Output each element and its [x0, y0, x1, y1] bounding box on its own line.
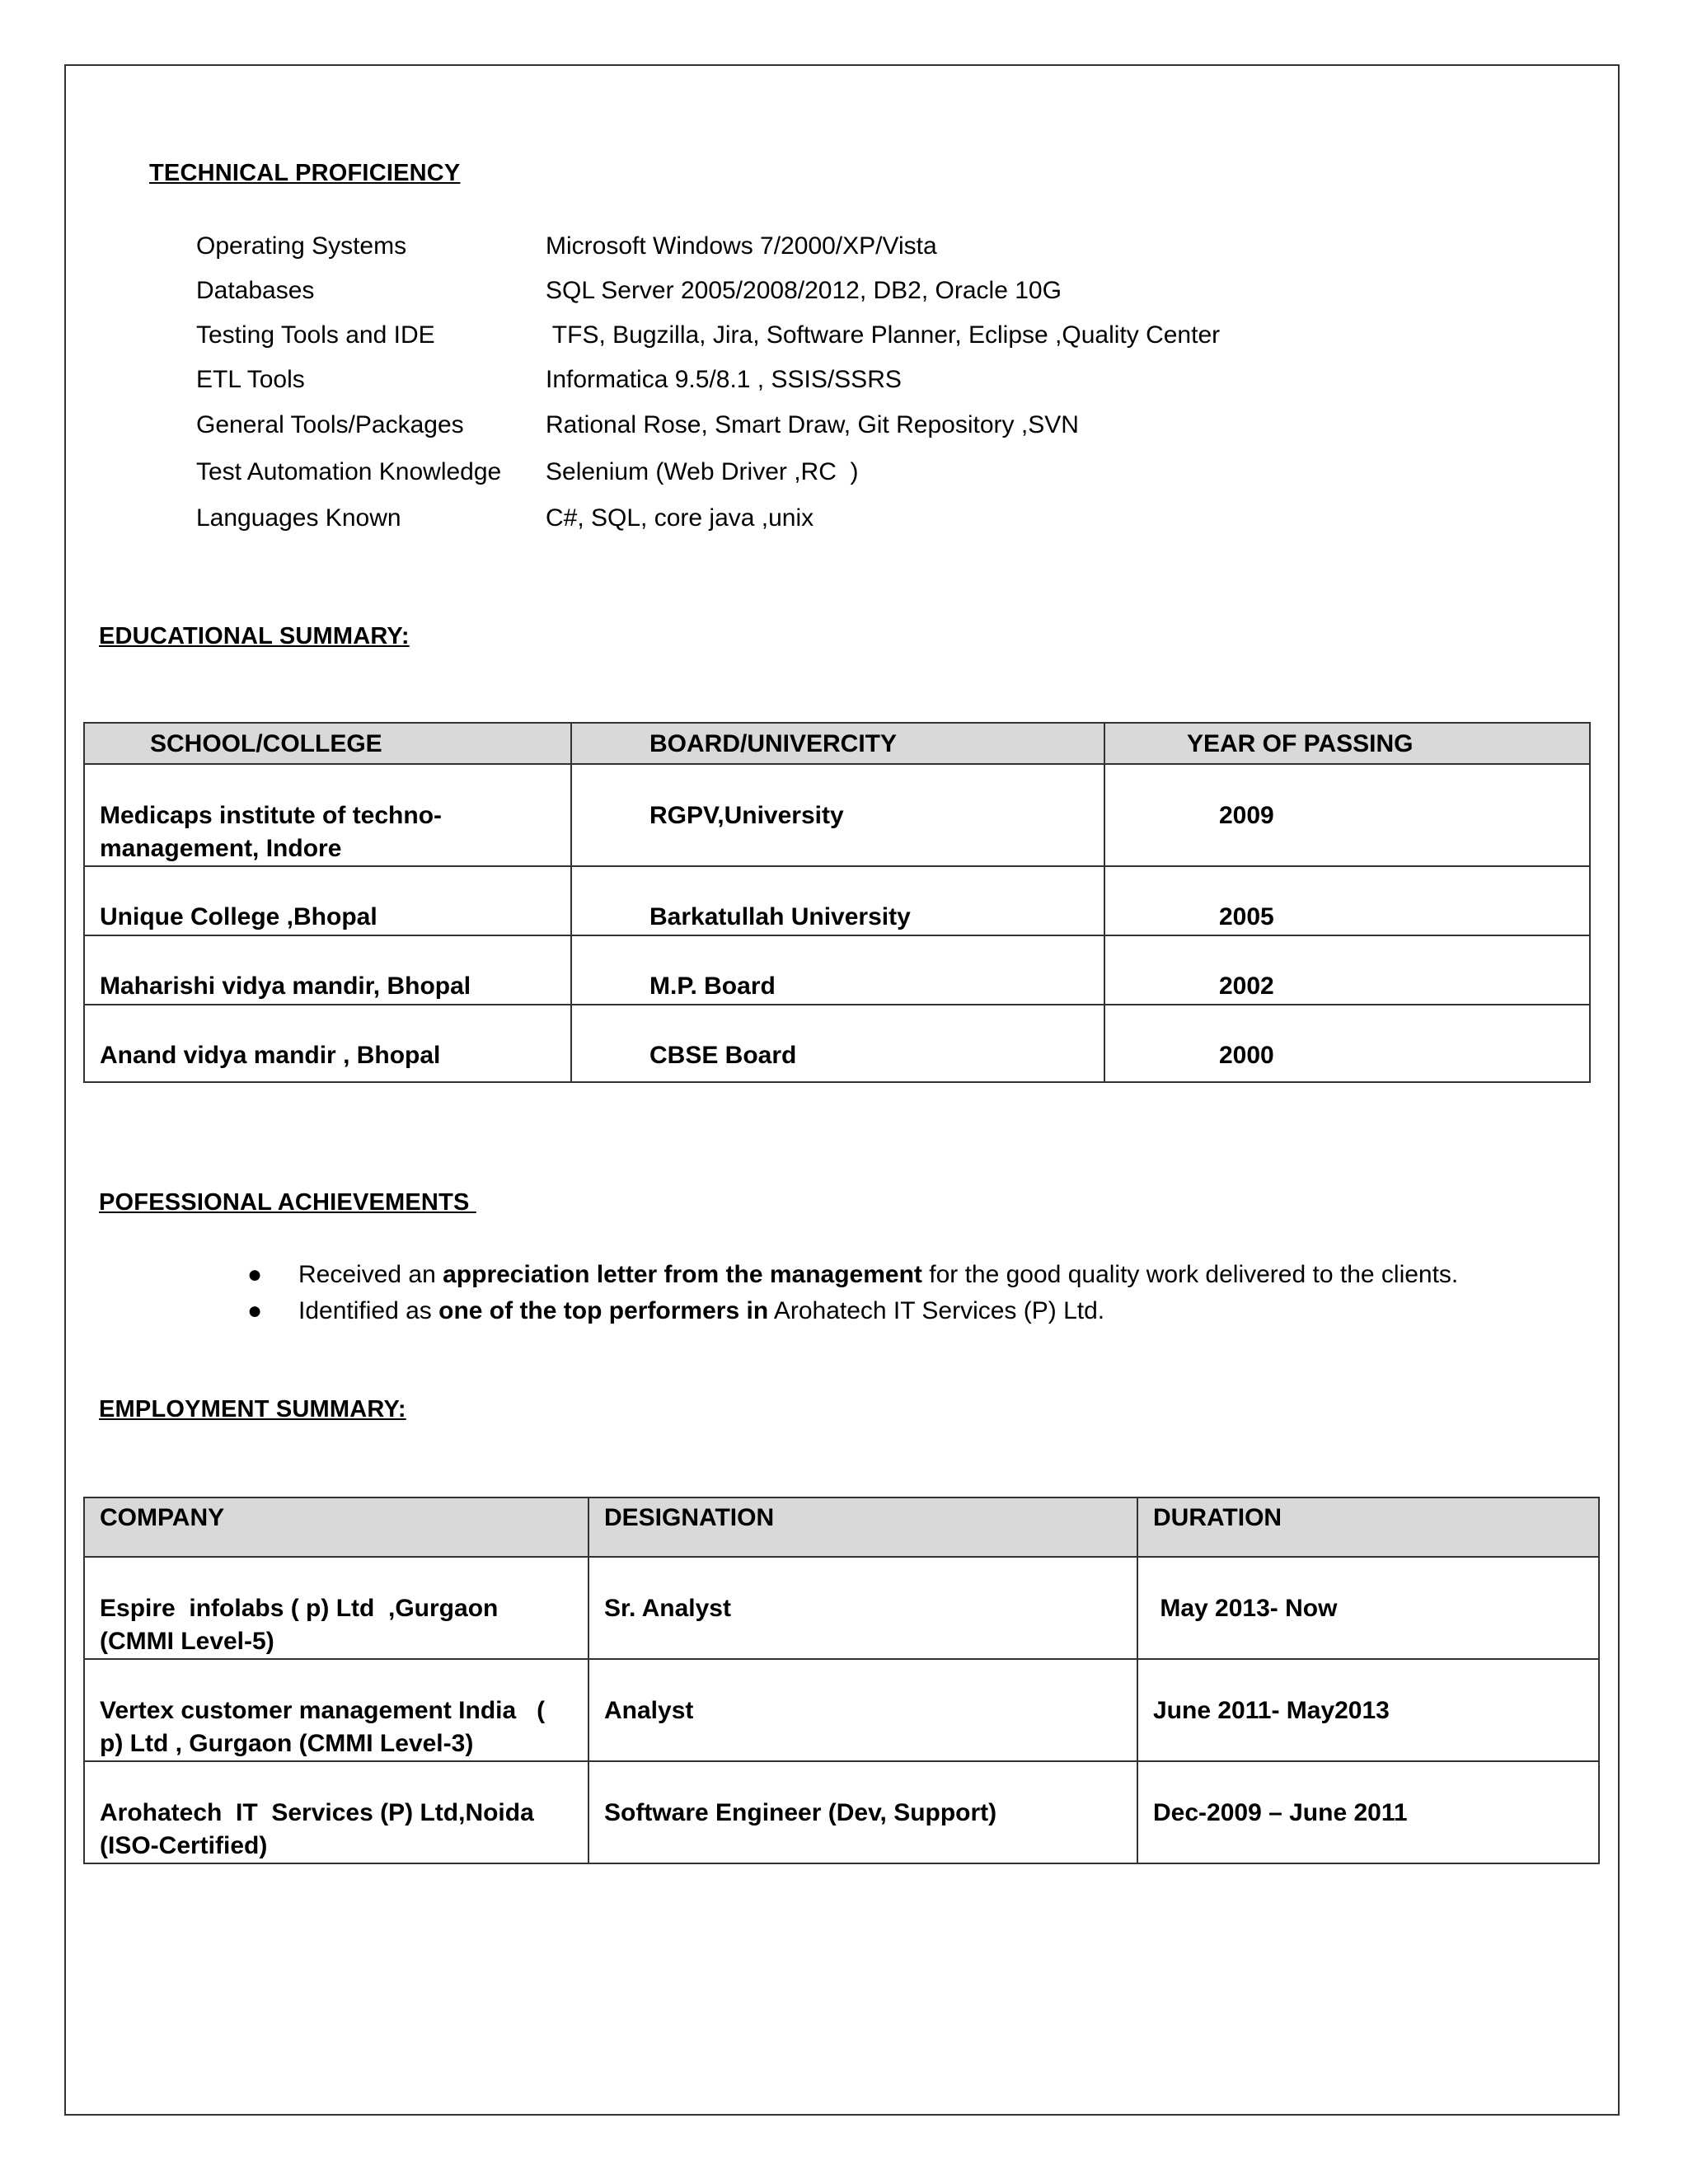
achievement-text: Arohatech IT Services (P) Ltd.	[768, 1297, 1105, 1324]
table-row	[84, 1761, 1599, 1863]
employment-designation-cell: Sr. Analyst	[588, 1557, 1137, 1659]
employment-col-company: COMPANY	[84, 1497, 588, 1557]
tech-value-general-tools: Rational Rose, Smart Draw, Git Repository ,SVN	[546, 411, 1079, 438]
employment-company-cell: Vertex customer management India ( p) Ltd , Gurgaon (CMMI Level-3)	[84, 1659, 588, 1761]
education-col-board: BOARD/UNIVERCITY	[571, 723, 1104, 764]
education-board-cell: RGPV,University	[571, 764, 1104, 866]
education-school-cell: Unique College ,Bhopal	[84, 866, 571, 935]
education-year-cell: 2005	[1104, 866, 1590, 935]
education-board-cell: Barkatullah University	[571, 866, 1104, 935]
employment-company-cell: Arohatech IT Services (P) Ltd,Noida (ISO-Certified)	[84, 1761, 588, 1863]
achievements-heading: POFESSIONAL ACHIEVEMENTS	[99, 1189, 476, 1216]
employment-designation-cell: Analyst	[588, 1659, 1137, 1761]
education-school-cell: Maharishi vidya mandir, Bhopal	[84, 935, 571, 1005]
tech-value-etl-tools: Informatica 9.5/8.1 , SSIS/SSRS	[546, 366, 902, 393]
achievement-highlight: one of the top performers in	[438, 1297, 769, 1324]
employment-header-row	[84, 1497, 1599, 1557]
table-row	[84, 1659, 1599, 1761]
education-year-cell: 2009	[1104, 764, 1590, 866]
education-board-cell: M.P. Board	[571, 935, 1104, 1005]
employment-summary-heading: EMPLOYMENT SUMMARY:	[99, 1396, 406, 1422]
employment-duration-cell: May 2013- Now	[1137, 1557, 1599, 1659]
education-year-cell: 2002	[1104, 935, 1590, 1005]
tech-label-general-tools: General Tools/Packages	[196, 411, 464, 438]
table-row	[84, 935, 1590, 1005]
table-row	[84, 1005, 1590, 1082]
employment-table	[83, 1497, 1600, 1864]
tech-value-languages: C#, SQL, core java ,unix	[546, 504, 814, 532]
tech-label-languages: Languages Known	[196, 504, 401, 532]
education-col-school: SCHOOL/COLLEGE	[84, 723, 571, 764]
education-school-cell: Anand vidya mandir , Bhopal	[84, 1005, 571, 1082]
achievement-highlight: appreciation letter from the management	[443, 1261, 922, 1288]
employment-company-cell: Espire infolabs ( p) Ltd ,Gurgaon (CMMI Level-5)	[84, 1557, 588, 1659]
bullet-icon: ●	[247, 1297, 263, 1324]
achievement-text: Identified as	[298, 1297, 439, 1324]
tech-value-testing-tools: TFS, Bugzilla, Jira, Software Planner, Eclipse ,Quality Center	[546, 321, 1221, 349]
education-school-cell: Medicaps institute of techno-management, Indore	[84, 764, 571, 866]
achievement-text: for the good quality work delivered to the clients.	[921, 1261, 1459, 1288]
employment-duration-cell: Dec-2009 – June 2011	[1137, 1761, 1599, 1863]
achievement-text: Received an	[298, 1261, 443, 1288]
table-row	[84, 1557, 1599, 1659]
educational-summary-heading: EDUCATIONAL SUMMARY:	[99, 623, 410, 649]
tech-label-testing-tools: Testing Tools and IDE	[196, 321, 435, 349]
tech-value-operating-systems: Microsoft Windows 7/2000/XP/Vista	[546, 232, 937, 260]
table-row	[84, 764, 1590, 866]
education-header-row	[84, 723, 1590, 764]
list-item	[247, 1293, 1458, 1329]
list-item	[247, 1257, 1458, 1293]
table-row	[84, 866, 1590, 935]
employment-col-duration: DURATION	[1137, 1497, 1599, 1557]
education-col-year: YEAR OF PASSING	[1104, 723, 1590, 764]
tech-value-databases: SQL Server 2005/2008/2012, DB2, Oracle 10G	[546, 277, 1062, 304]
employment-designation-cell: Software Engineer (Dev, Support)	[588, 1761, 1137, 1863]
tech-value-test-automation: Selenium (Web Driver ,RC )	[546, 458, 859, 485]
education-year-cell: 2000	[1104, 1005, 1590, 1082]
education-board-cell: CBSE Board	[571, 1005, 1104, 1082]
achievements-list	[247, 1257, 1458, 1329]
tech-label-databases: Databases	[196, 277, 315, 304]
tech-label-etl-tools: ETL Tools	[196, 366, 305, 393]
education-table	[83, 722, 1591, 1083]
technical-proficiency-heading: TECHNICAL PROFICIENCY	[149, 160, 461, 186]
employment-col-designation: DESIGNATION	[588, 1497, 1137, 1557]
tech-label-test-automation: Test Automation Knowledge	[196, 458, 502, 485]
tech-label-operating-systems: Operating Systems	[196, 232, 407, 260]
bullet-icon: ●	[247, 1261, 263, 1288]
employment-duration-cell: June 2011- May2013	[1137, 1659, 1599, 1761]
